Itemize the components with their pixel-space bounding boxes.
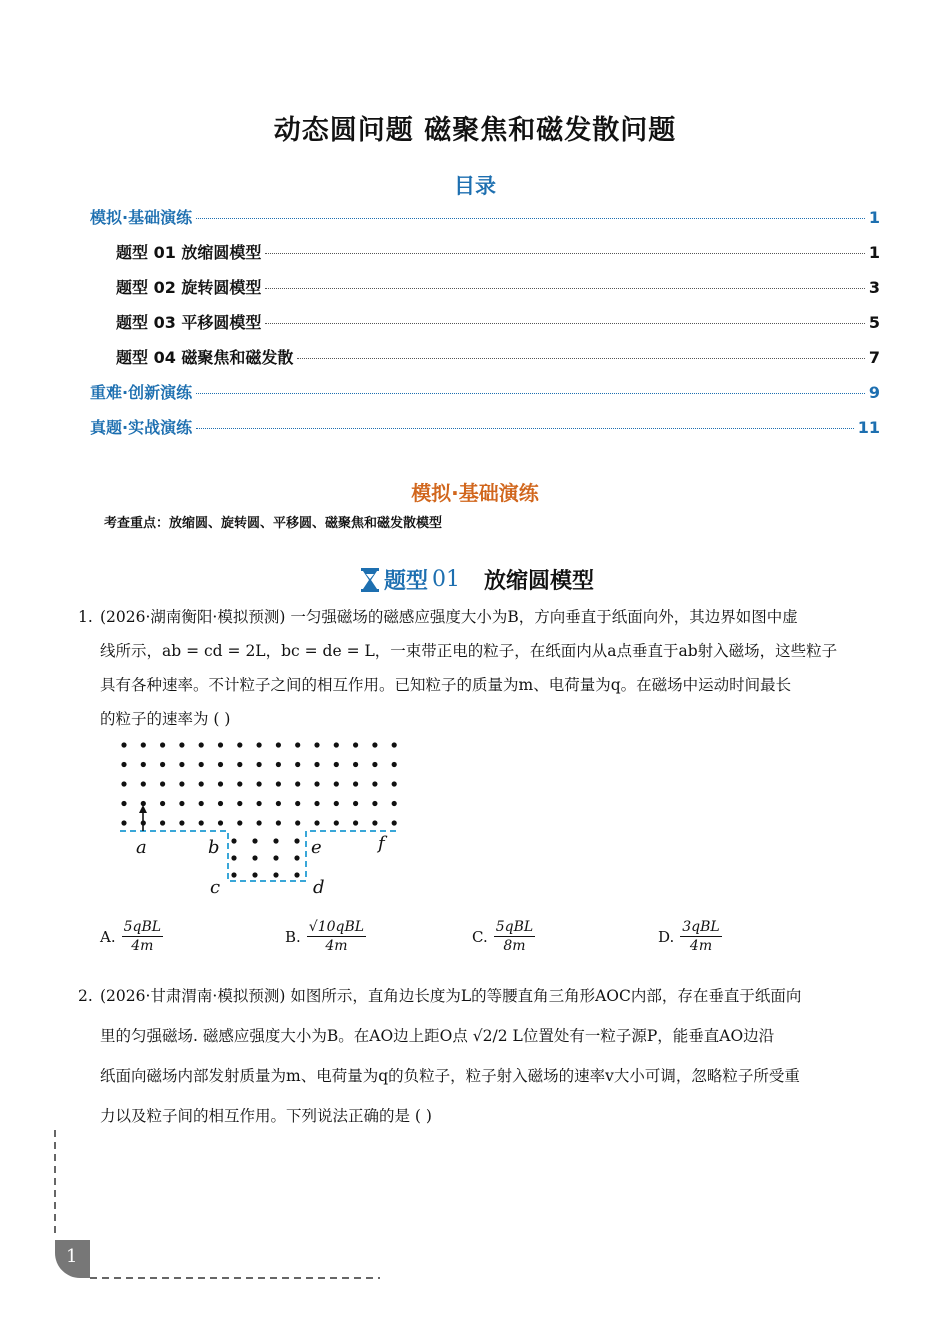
- field-dot: [121, 801, 126, 806]
- field-dot: [252, 872, 257, 877]
- field-dot: [160, 820, 165, 825]
- field-dot: [141, 762, 146, 767]
- field-dot: [273, 872, 278, 877]
- page-title: 动态圆问题 磁聚焦和磁发散问题: [273, 115, 677, 146]
- question-1: [78, 600, 890, 736]
- field-dot: [141, 742, 146, 747]
- field-dot: [231, 855, 236, 860]
- question-line: 具有各种速率。不计粒子之间的相互作用。已知粒子的质量为m、电荷量为q。在磁场中运动时间最长: [100, 676, 792, 694]
- field-dot: [295, 801, 300, 806]
- field-dot: [353, 742, 358, 747]
- question-number: 2.: [78, 987, 93, 1005]
- field-dot: [237, 820, 242, 825]
- field-dot: [372, 781, 377, 786]
- option-b[interactable]: B. $\frac{\text{√10qBL}}{4m}$: [285, 919, 365, 954]
- question-number: 1.: [78, 608, 93, 626]
- field-dot: [294, 872, 299, 877]
- field-dot: [199, 801, 204, 806]
- field-dot: [372, 742, 377, 747]
- field-dot: [314, 762, 319, 767]
- field-dot: [334, 742, 339, 747]
- field-dot: [160, 742, 165, 747]
- field-dot: [160, 781, 165, 786]
- field-dot: [392, 742, 397, 747]
- question-line: 纸面向磁场内部发射质量为m、电荷量为q的负粒子，粒子射入磁场的速率v大小可调，忽略粒子所受重: [100, 1067, 800, 1085]
- field-dot: [218, 820, 223, 825]
- field-dot: [353, 820, 358, 825]
- field-dot: [199, 762, 204, 767]
- field-dot: [199, 742, 204, 747]
- field-dot: [276, 820, 281, 825]
- field-dot: [179, 781, 184, 786]
- label-e: e: [311, 837, 322, 858]
- question-line: 的粒子的速率为 ( ): [100, 710, 231, 728]
- toc-item[interactable]: 题型 01 放缩圆模型 1: [116, 243, 880, 262]
- field-dot: [160, 762, 165, 767]
- field-dot: [273, 838, 278, 843]
- field-dot: [179, 742, 184, 747]
- field-dot: [121, 762, 126, 767]
- type-header: [360, 564, 594, 595]
- label-b: b: [208, 837, 220, 858]
- field-dot: [121, 742, 126, 747]
- option-c[interactable]: C. $\frac{\text{5qBL}}{8m}$: [472, 919, 534, 954]
- toc: [90, 205, 880, 450]
- fraction: $\frac{\text{5qBL}}{4m}$: [123, 919, 162, 954]
- field-dot: [237, 801, 242, 806]
- magnetic-field-figure: [110, 735, 410, 905]
- field-dot: [294, 838, 299, 843]
- field-dot: [141, 801, 146, 806]
- field-dot: [276, 801, 281, 806]
- field-dot: [295, 781, 300, 786]
- type-number: 01: [432, 567, 461, 592]
- field-dot: [160, 801, 165, 806]
- field-dot: [199, 781, 204, 786]
- field-dot: [392, 762, 397, 767]
- field-dot: [237, 742, 242, 747]
- field-dot: [257, 762, 262, 767]
- toc-item[interactable]: 模拟·基础演练 1: [90, 208, 880, 227]
- toc-item[interactable]: 重难·创新演练 9: [90, 383, 880, 402]
- option-d[interactable]: D. $\frac{\text{3qBL}}{4m}$: [658, 919, 720, 954]
- field-dot: [237, 781, 242, 786]
- field-dot: [237, 762, 242, 767]
- fraction: $\frac{\text{3qBL}}{4m}$: [682, 919, 720, 954]
- field-dot: [141, 781, 146, 786]
- field-dot: [199, 820, 204, 825]
- label-c: c: [210, 877, 221, 898]
- field-dot: [257, 781, 262, 786]
- field-dot: [257, 801, 262, 806]
- question-line: 线所示，ab = cd = 2L，bc = de = L，一束带正电的粒子，在纸面内从a点垂直于ab射入磁场，这些粒子: [100, 642, 838, 660]
- field-dot: [334, 801, 339, 806]
- field-dot: [334, 820, 339, 825]
- field-dot: [276, 762, 281, 767]
- field-dot: [295, 820, 300, 825]
- toc-item[interactable]: 题型 03 平移圆模型 5: [116, 313, 880, 332]
- field-dot: [294, 855, 299, 860]
- question-line: (2026·甘肃渭南·模拟预测) 如图所示，直角边长度为L的等腰直角三角形AOC内部，存在垂直于纸面向: [100, 987, 802, 1005]
- type-tag: 题型: [384, 569, 429, 594]
- field-dot: [218, 801, 223, 806]
- field-dot: [252, 838, 257, 843]
- field-dot: [218, 762, 223, 767]
- page-corner-decoration: [40, 1128, 390, 1288]
- field-dot: [334, 781, 339, 786]
- field-dot: [273, 855, 278, 860]
- field-dot: [334, 762, 339, 767]
- toc-heading: 目录: [454, 174, 496, 198]
- field-dot: [392, 781, 397, 786]
- field-dot: [257, 820, 262, 825]
- field-dot: [392, 820, 397, 825]
- fraction: $\frac{\text{5qBL}}{8m}$: [495, 919, 534, 954]
- option-a[interactable]: A. $\frac{\text{5qBL}}{4m}$: [100, 919, 162, 954]
- question-line: (2026·湖南衡阳·模拟预测) 一匀强磁场的磁感应强度大小为B，方向垂直于纸面向外，其边界如图中虚: [100, 608, 798, 626]
- field-dot: [372, 820, 377, 825]
- field-dot: [276, 742, 281, 747]
- fraction: $\frac{\text{√10qBL}}{4m}$: [308, 919, 365, 954]
- field-dot: [314, 801, 319, 806]
- field-dot: [276, 781, 281, 786]
- section-heading: 模拟·基础演练: [411, 481, 539, 505]
- section-focus: 考查重点：放缩圆、旋转圆、平移圆、磁聚焦和磁发散模型: [104, 516, 443, 531]
- field-dot: [353, 781, 358, 786]
- field-dot: [218, 742, 223, 747]
- question-line: 里的匀强磁场. 磁感应强度大小为B。在AO边上距O点 √2/2 L位置处有一粒子源P，能垂直AO边沿: [100, 1027, 775, 1045]
- page-number: 1: [66, 1246, 78, 1267]
- field-dot: [121, 820, 126, 825]
- field-dot: [372, 762, 377, 767]
- toc-item[interactable]: 真题·实战演练 11: [90, 418, 880, 437]
- field-dot: [231, 838, 236, 843]
- field-dot: [314, 820, 319, 825]
- field-dot: [179, 762, 184, 767]
- type-name: 放缩圆模型: [484, 569, 595, 594]
- hourglass-icon: [360, 568, 380, 592]
- field-dot: [121, 781, 126, 786]
- field-dot: [392, 801, 397, 806]
- field-dot: [353, 801, 358, 806]
- toc-item[interactable]: 题型 02 旋转圆模型 3: [116, 278, 880, 297]
- question-2: [78, 976, 890, 1136]
- toc-item[interactable]: 题型 04 磁聚焦和磁发散 7: [116, 348, 880, 367]
- field-dot: [218, 781, 223, 786]
- field-dot: [252, 855, 257, 860]
- field-dot: [295, 742, 300, 747]
- field-dot: [314, 781, 319, 786]
- field-dot: [179, 801, 184, 806]
- field-dot: [231, 872, 236, 877]
- label-a: a: [136, 837, 147, 858]
- label-d: d: [313, 877, 325, 898]
- field-dot: [257, 742, 262, 747]
- field-dot: [353, 762, 358, 767]
- field-dot: [295, 762, 300, 767]
- question-line: 力以及粒子间的相互作用。下列说法正确的是 ( ): [100, 1107, 432, 1125]
- field-dot: [372, 801, 377, 806]
- field-dot: [314, 742, 319, 747]
- label-f: f: [378, 833, 385, 854]
- field-dot: [179, 820, 184, 825]
